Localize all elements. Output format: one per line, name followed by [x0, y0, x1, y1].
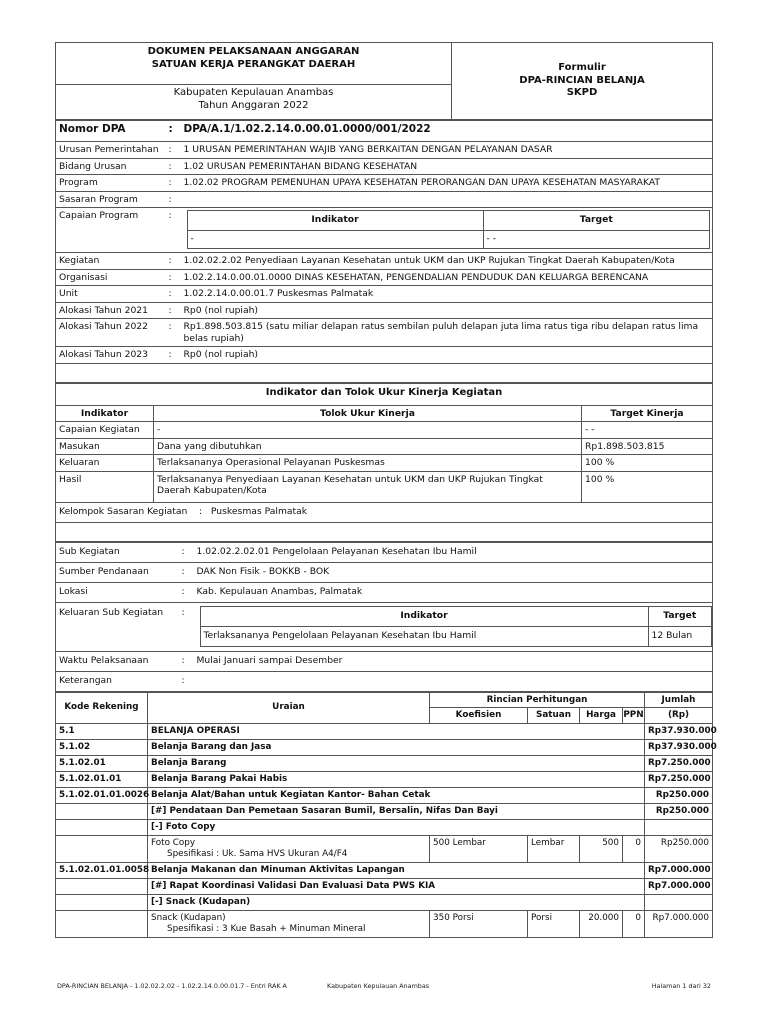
keluaran-target-value: 12 Bulan — [648, 626, 712, 646]
kinerja-cell: Capaian Kegiatan — [56, 422, 154, 439]
row-kode — [56, 820, 148, 836]
sub-kegiatan-label: Sub Kegiatan — [56, 542, 182, 562]
kinerja-cell: Masukan — [56, 438, 154, 455]
kegiatan-label: Kegiatan — [56, 253, 169, 270]
alokasi-2022-label: Alokasi Tahun 2022 — [56, 319, 169, 347]
lokasi-label: Lokasi — [56, 582, 182, 602]
keluaran-indikator-value: Terlaksananya Pengelolaan Pelayanan Kesehatan Ibu Hamil — [200, 626, 648, 646]
item-satuan: Lembar — [528, 836, 580, 863]
row-kode: 5.1.02.01.01 — [56, 772, 148, 788]
keluaran-indikator-header: Indikator — [200, 606, 648, 626]
unit-label: Unit — [56, 286, 169, 303]
organisasi-value: 1.02.2.14.0.00.01.0000 DINAS KESEHATAN, PENGENDALIAN PENDUDUK DAN KELUARGA BERENCANA — [181, 269, 713, 286]
row-uraian: Belanja Makanan dan Minuman Aktivitas Lapangan — [148, 863, 645, 879]
form-name: DPA-RINCIAN BELANJA — [519, 74, 645, 86]
header-jumlah: Jumlah — [645, 692, 713, 708]
item-jumlah: Rp250.000 — [645, 836, 713, 863]
sumber-dana-value: DAK Non Fisik - BOKKB - BOK — [194, 562, 713, 582]
kinerja-cell: - - — [582, 422, 713, 439]
doc-title-line-2: SATUAN KERJA PERANGKAT DAERAH — [151, 58, 356, 70]
lokasi-value: Kab. Kepulauan Anambas, Palmatak — [194, 582, 713, 602]
capaian-label: Capaian Program — [56, 208, 169, 253]
row-jumlah: Rp7.000.000 — [645, 863, 713, 879]
colon: : — [169, 191, 181, 208]
kinerja-cell: 100 % — [582, 471, 713, 502]
capaian-table — [187, 210, 711, 249]
colon: : — [169, 253, 181, 270]
row-kode — [56, 895, 148, 911]
item-name: Foto Copy — [151, 838, 196, 849]
row-jumlah: Rp7.000.000 — [645, 879, 713, 895]
colon: : — [182, 602, 194, 651]
kinerja-table — [55, 383, 713, 542]
row-jumlah: Rp37.930.000 — [645, 740, 713, 756]
bidang-value: 1.02 URUSAN PEMERINTAHAN BIDANG KESEHATAN — [181, 158, 713, 175]
program-label: Program — [56, 175, 169, 192]
budget-year: Tahun Anggaran 2022 — [198, 99, 309, 111]
row-jumlah: Rp250.000 — [645, 804, 713, 820]
dpa-number-label: Nomor DPA — [56, 121, 169, 142]
spacer-row — [56, 363, 713, 382]
doc-title-line-1: DOKUMEN PELAKSANAAN ANGGARAN — [147, 46, 360, 57]
capaian-indikator-value: - — [187, 231, 483, 249]
sasaran-value — [181, 191, 713, 208]
kinerja-cell: Keluaran — [56, 455, 154, 472]
keluaran-sub-label: Keluaran Sub Kegiatan — [56, 602, 182, 651]
row-uraian: [-] Foto Copy — [148, 820, 645, 836]
item-kode — [56, 836, 148, 863]
form-label: Formulir — [558, 62, 606, 74]
row-jumlah: Rp37.930.000 — [645, 724, 713, 740]
item-koefisien: 500 Lembar — [430, 836, 528, 863]
kelompok-value: Puskesmas Palmatak — [210, 505, 308, 517]
capaian-indikator-header: Indikator — [187, 211, 483, 231]
header-ppn: PPN — [623, 708, 645, 724]
unit-value: 1.02.2.14.0.00.01.7 Puskesmas Palmatak — [181, 286, 713, 303]
item-name: Snack (Kudapan) — [151, 913, 226, 924]
kinerja-cell: Terlaksananya Operasional Pelayanan Puskesmas — [154, 455, 582, 472]
row-uraian: [#] Rapat Koordinasi Validasi Dan Evaluasi Data PWS KIA — [148, 879, 645, 895]
item-kode — [56, 911, 148, 938]
row-kode — [56, 804, 148, 820]
document-header — [55, 42, 713, 120]
item-koefisien: 350 Porsi — [430, 911, 528, 938]
colon: : — [169, 319, 181, 347]
colon: : — [169, 158, 181, 175]
colon: : — [182, 582, 194, 602]
waktu-value: Mulai Januari sampai Desember — [194, 651, 713, 671]
item-ppn: 0 — [623, 836, 645, 863]
program-value: 1.02.02 PROGRAM PEMENUHAN UPAYA KESEHATAN PERORANGAN DAN UPAYA KESEHATAN MASYARAKAT — [181, 175, 713, 192]
footer-page-number: Halaman 1 dari 32 — [651, 982, 711, 990]
kelompok-label: Kelompok Sasaran Kegiatan — [59, 505, 188, 517]
colon: : — [169, 286, 181, 303]
kinerja-header-tolok: Tolok Ukur Kinerja — [154, 405, 582, 422]
alokasi-2021-label: Alokasi Tahun 2021 — [56, 302, 169, 319]
kinerja-header-indikator: Indikator — [56, 405, 154, 422]
kinerja-cell: Hasil — [56, 471, 154, 502]
row-kode: 5.1.02.01.01.0058 — [56, 863, 148, 879]
row-jumlah: Rp250.000 — [645, 788, 713, 804]
item-spec: Spesifikasi : Uk. Sama HVS Ukuran A4/F4 — [167, 849, 348, 860]
row-uraian: [-] Snack (Kudapan) — [148, 895, 645, 911]
item-uraian — [148, 911, 430, 938]
kinerja-cell: Terlaksananya Penyediaan Layanan Kesehatan untuk UKM dan UKP Rujukan Tingkat Daerah Kabupaten/Kota — [154, 471, 582, 502]
kegiatan-value: 1.02.02.2.02 Penyediaan Layanan Kesehatan untuk UKM dan UKP Rujukan Tingkat Daerah Kabupaten/Kota — [181, 253, 713, 270]
colon: : — [182, 542, 194, 562]
item-uraian — [148, 836, 430, 863]
rincian-table — [55, 692, 717, 939]
organisasi-label: Organisasi — [56, 269, 169, 286]
row-uraian: Belanja Barang — [148, 756, 645, 772]
region-name: Kabupaten Kepulauan Anambas — [173, 87, 334, 98]
item-harga: 500 — [580, 836, 623, 863]
kinerja-title: Indikator dan Tolok Ukur Kinerja Kegiatan — [56, 383, 713, 405]
footer-region: Kabupaten Kepulauan Anambas — [327, 982, 430, 990]
row-kode: 5.1.02 — [56, 740, 148, 756]
kinerja-cell: Rp1.898.503.815 — [582, 438, 713, 455]
waktu-label: Waktu Pelaksanaan — [56, 651, 182, 671]
row-jumlah — [645, 820, 713, 836]
row-kode: 5.1.02.01.01.0026 — [56, 788, 148, 804]
header-harga: Harga — [580, 708, 623, 724]
header-kode: Kode Rekening — [56, 692, 148, 724]
sub-kegiatan-value: 1.02.02.2.02.01 Pengelolaan Pelayanan Kesehatan Ibu Hamil — [194, 542, 713, 562]
item-harga: 20.000 — [580, 911, 623, 938]
row-uraian: Belanja Barang Pakai Habis — [148, 772, 645, 788]
header-uraian: Uraian — [148, 692, 430, 724]
colon: : — [169, 142, 181, 159]
item-ppn: 0 — [623, 911, 645, 938]
colon: : — [169, 302, 181, 319]
colon: : — [169, 121, 181, 142]
sub-kegiatan-table — [55, 542, 713, 692]
header-rincian: Rincian Perhitungan — [430, 692, 645, 708]
keluaran-target-header: Target — [648, 606, 712, 626]
row-kode: 5.1.02.01 — [56, 756, 148, 772]
item-spec: Spesifikasi : 3 Kue Basah + Minuman Mineral — [167, 924, 366, 935]
keterangan-value — [194, 671, 713, 691]
colon: : — [199, 505, 203, 517]
capaian-target-header: Target — [483, 211, 710, 231]
keluaran-sub-table — [200, 606, 713, 647]
alokasi-2023-value: Rp0 (nol rupiah) — [181, 347, 713, 364]
bidang-label: Bidang Urusan — [56, 158, 169, 175]
row-jumlah: Rp7.250.000 — [645, 772, 713, 788]
colon: : — [169, 208, 181, 253]
colon: : — [169, 269, 181, 286]
alokasi-2021-value: Rp0 (nol rupiah) — [181, 302, 713, 319]
header-satuan: Satuan — [528, 708, 580, 724]
item-jumlah: Rp7.000.000 — [645, 911, 713, 938]
kinerja-cell: Dana yang dibutuhkan — [154, 438, 582, 455]
colon: : — [182, 651, 194, 671]
header-rp: (Rp) — [645, 708, 713, 724]
colon: : — [169, 347, 181, 364]
alokasi-2022-value: Rp1.898.503.815 (satu miliar delapan ratus sembilan puluh delapan juta lima ratus tiga ribu delapan ratus lima belas rupiah) — [181, 319, 713, 347]
colon: : — [182, 562, 194, 582]
kinerja-cell: - — [154, 422, 582, 439]
colon: : — [169, 175, 181, 192]
alokasi-2023-label: Alokasi Tahun 2023 — [56, 347, 169, 364]
row-kode: 5.1 — [56, 724, 148, 740]
colon: : — [182, 671, 194, 691]
sumber-dana-label: Sumber Pendanaan — [56, 562, 182, 582]
dpa-document — [55, 42, 717, 938]
spacer-row — [56, 522, 713, 541]
form-unit: SKPD — [566, 87, 598, 99]
row-uraian: Belanja Barang dan Jasa — [148, 740, 645, 756]
row-kode — [56, 879, 148, 895]
urusan-value: 1 URUSAN PEMERINTAHAN WAJIB YANG BERKAITAN DENGAN PELAYANAN DASAR — [181, 142, 713, 159]
urusan-label: Urusan Pemerintahan — [56, 142, 169, 159]
row-jumlah: Rp7.250.000 — [645, 756, 713, 772]
row-uraian: BELANJA OPERASI — [148, 724, 645, 740]
capaian-target-value: - - — [483, 231, 710, 249]
kinerja-cell: 100 % — [582, 455, 713, 472]
row-uraian: Belanja Alat/Bahan untuk Kegiatan Kantor- Bahan Cetak — [148, 788, 645, 804]
dpa-number-value: DPA/A.1/1.02.2.14.0.00.01.0000/001/2022 — [181, 121, 713, 142]
row-uraian: [#] Pendataan Dan Pemetaan Sasaran Bumil, Bersalin, Nifas Dan Bayi — [148, 804, 645, 820]
kelompok-sasaran — [56, 502, 713, 522]
sasaran-label: Sasaran Program — [56, 191, 169, 208]
item-satuan: Porsi — [528, 911, 580, 938]
keterangan-label: Keterangan — [56, 671, 182, 691]
kinerja-header-target: Target Kinerja — [582, 405, 713, 422]
footer-document-ref: DPA-RINCIAN BELANJA - 1.02.02.2.02 - 1.02.2.14.0.00.01.7 - Entri RAK A — [57, 982, 287, 990]
row-jumlah — [645, 895, 713, 911]
header-koefisien: Koefisien — [430, 708, 528, 724]
program-info — [55, 120, 713, 383]
